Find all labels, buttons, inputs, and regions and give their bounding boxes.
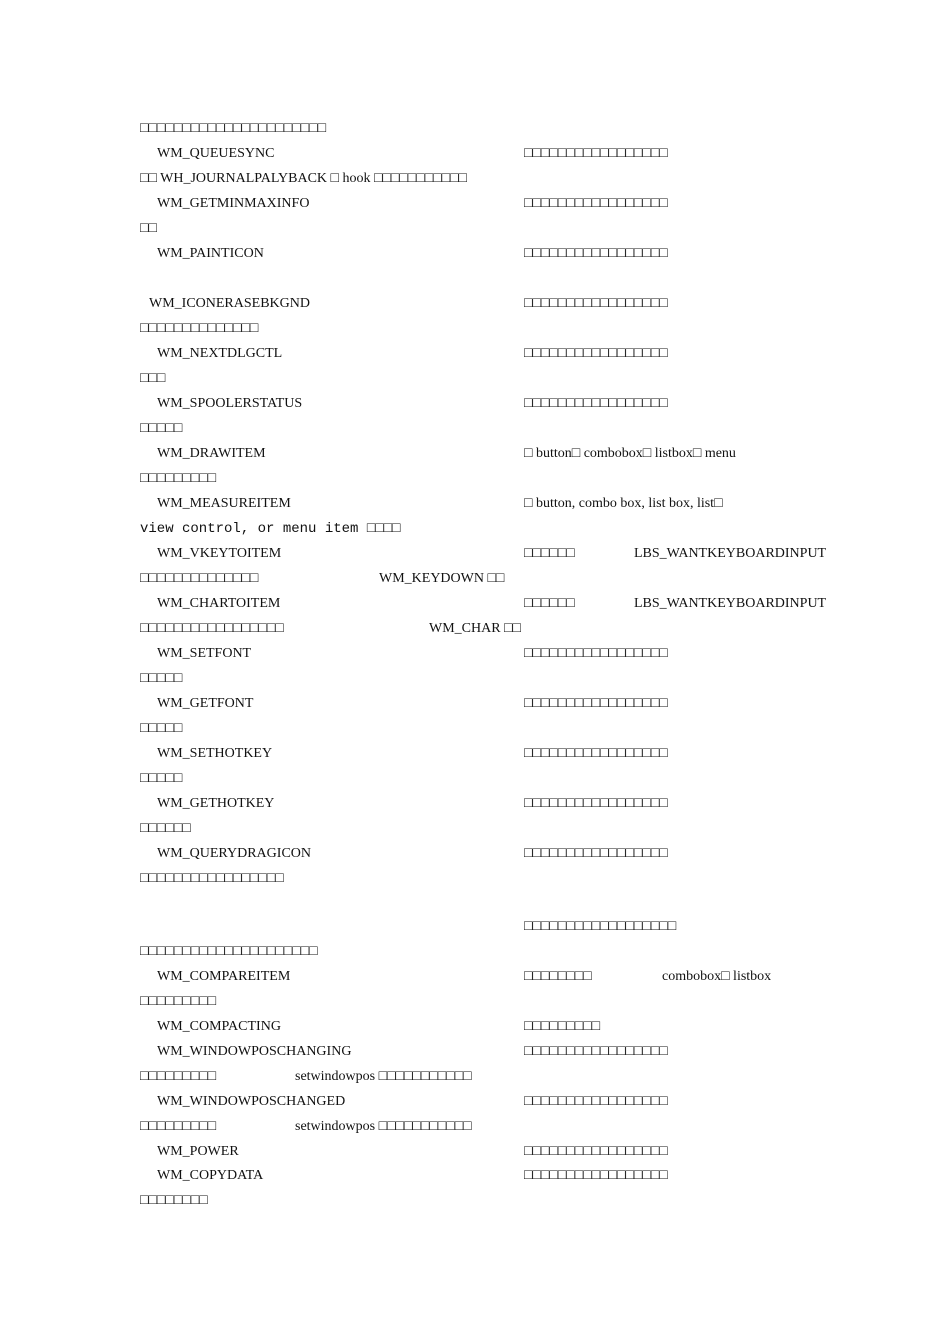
text-line: □□ — [140, 221, 157, 236]
message-name: WM_COMPAREITEM — [157, 969, 291, 984]
message-description: □□□□□□□□□ — [524, 1019, 601, 1034]
text-line: □□□□□□□□□□□□□□□□□□□□□ — [140, 944, 318, 959]
text-line: □□□□□ — [140, 771, 183, 786]
message-description: □□□□□□□□□□□□□□□□□ — [524, 846, 668, 861]
message-name: WM_QUEUESYNC — [157, 146, 275, 161]
message-reference: WM_CHAR □□ — [429, 621, 521, 636]
message-name: WM_POWER — [157, 1144, 239, 1159]
message-description: □□□□□□□□□□□□□□□□□ — [524, 196, 668, 211]
message-description: □□□□□□ — [524, 596, 575, 611]
style-constant: LBS_WANTKEYBOARDINPUT — [634, 546, 827, 561]
message-description: □□□□□□□□□□□□□□□□□ — [524, 1144, 668, 1159]
message-description: □□□□□□□□□□□□□□□□□ — [524, 646, 668, 661]
text-line: □□ WH_JOURNALPALYBACK □ hook □□□□□□□□□□□ — [140, 171, 468, 186]
text-line: □□□□□□ — [140, 821, 191, 836]
message-name: WM_VKEYTOITEM — [157, 546, 282, 561]
message-name: WM_SPOOLERSTATUS — [157, 396, 303, 411]
message-name: WM_GETFONT — [157, 696, 254, 711]
message-description: □□□□□□□□□□□□□□□□□ — [524, 746, 668, 761]
message-description: □□□□□□□□□□□□□□□□□□ — [524, 919, 677, 934]
message-description: □ button□ combobox□ listbox□ menu — [524, 446, 736, 461]
message-name: WM_ICONERASEBKGND — [149, 296, 310, 311]
message-description: □ button, combo box, list box, list□ — [524, 496, 723, 511]
function-reference: setwindowpos □□□□□□□□□□□ — [295, 1119, 472, 1134]
text-line: □□□□□□□□□□□□□□ — [140, 321, 259, 336]
message-name: WM_GETHOTKEY — [157, 796, 275, 811]
text-line: □□□□□□□□□ — [140, 1069, 217, 1084]
text-line: □□□ — [140, 371, 166, 386]
text-line: □□□□□□□□□□□□□□□□□ — [140, 621, 284, 636]
message-name: WM_GETMINMAXINFO — [157, 196, 310, 211]
message-name: WM_SETFONT — [157, 646, 252, 661]
text-line: □□□□□ — [140, 671, 183, 686]
message-name: WM_WINDOWPOSCHANGED — [157, 1094, 346, 1109]
control-types: combobox□ listbox — [662, 969, 772, 984]
message-name: WM_DRAWITEM — [157, 446, 266, 461]
message-description: □□□□□□□□□□□□□□□□□ — [524, 296, 668, 311]
message-description: □□□□□□□□□□□□□□□□□ — [524, 146, 668, 161]
style-constant: LBS_WANTKEYBOARDINPUT — [634, 596, 827, 611]
message-description: □□□□□□□□□□□□□□□□□ — [524, 396, 668, 411]
text-line: □□□□□□□□□ — [140, 994, 217, 1009]
message-name: WM_WINDOWPOSCHANGING — [157, 1044, 352, 1059]
message-name: WM_SETHOTKEY — [157, 746, 273, 761]
text-line: □□□□□ — [140, 721, 183, 736]
text-line: □□□□□□□□□□□□□□□□□□□□□□ — [140, 121, 327, 136]
message-description: □□□□□□□□□□□□□□□□□ — [524, 1094, 668, 1109]
text-line: □□□□□□□□□ — [140, 471, 217, 486]
message-name: WM_COMPACTING — [157, 1019, 281, 1034]
message-description: □□□□□□□□□□□□□□□□□ — [524, 1044, 668, 1059]
message-description: □□□□□□□□□□□□□□□□□ — [524, 696, 668, 711]
text-line: □□□□□□□□□□□□□□□□□ — [140, 871, 284, 886]
message-description: □□□□□□ — [524, 546, 575, 561]
message-reference: WM_KEYDOWN □□ — [379, 571, 505, 586]
message-description: □□□□□□□□□□□□□□□□□ — [524, 246, 668, 261]
message-name: WM_QUERYDRAGICON — [157, 846, 311, 861]
message-name: WM_PAINTICON — [157, 246, 264, 261]
message-name: WM_MEASUREITEM — [157, 496, 291, 511]
message-description: □□□□□□□□□□□□□□□□□ — [524, 1168, 668, 1183]
text-line: □□□□□□□□ — [140, 1193, 208, 1208]
message-description: □□□□□□□□□□□□□□□□□ — [524, 346, 668, 361]
message-name: WM_COPYDATA — [157, 1168, 264, 1183]
text-line: □□□□□ — [140, 421, 183, 436]
message-name: WM_CHARTOITEM — [157, 596, 281, 611]
text-line: □□□□□□□□□ — [140, 1119, 217, 1134]
message-description: □□□□□□□□□□□□□□□□□ — [524, 796, 668, 811]
message-description: □□□□□□□□ — [524, 969, 592, 984]
text-line: □□□□□□□□□□□□□□ — [140, 571, 259, 586]
message-name: WM_NEXTDLGCTL — [157, 346, 283, 361]
text-line: view control, or menu item □□□□ — [140, 521, 401, 537]
function-reference: setwindowpos □□□□□□□□□□□ — [295, 1069, 472, 1084]
